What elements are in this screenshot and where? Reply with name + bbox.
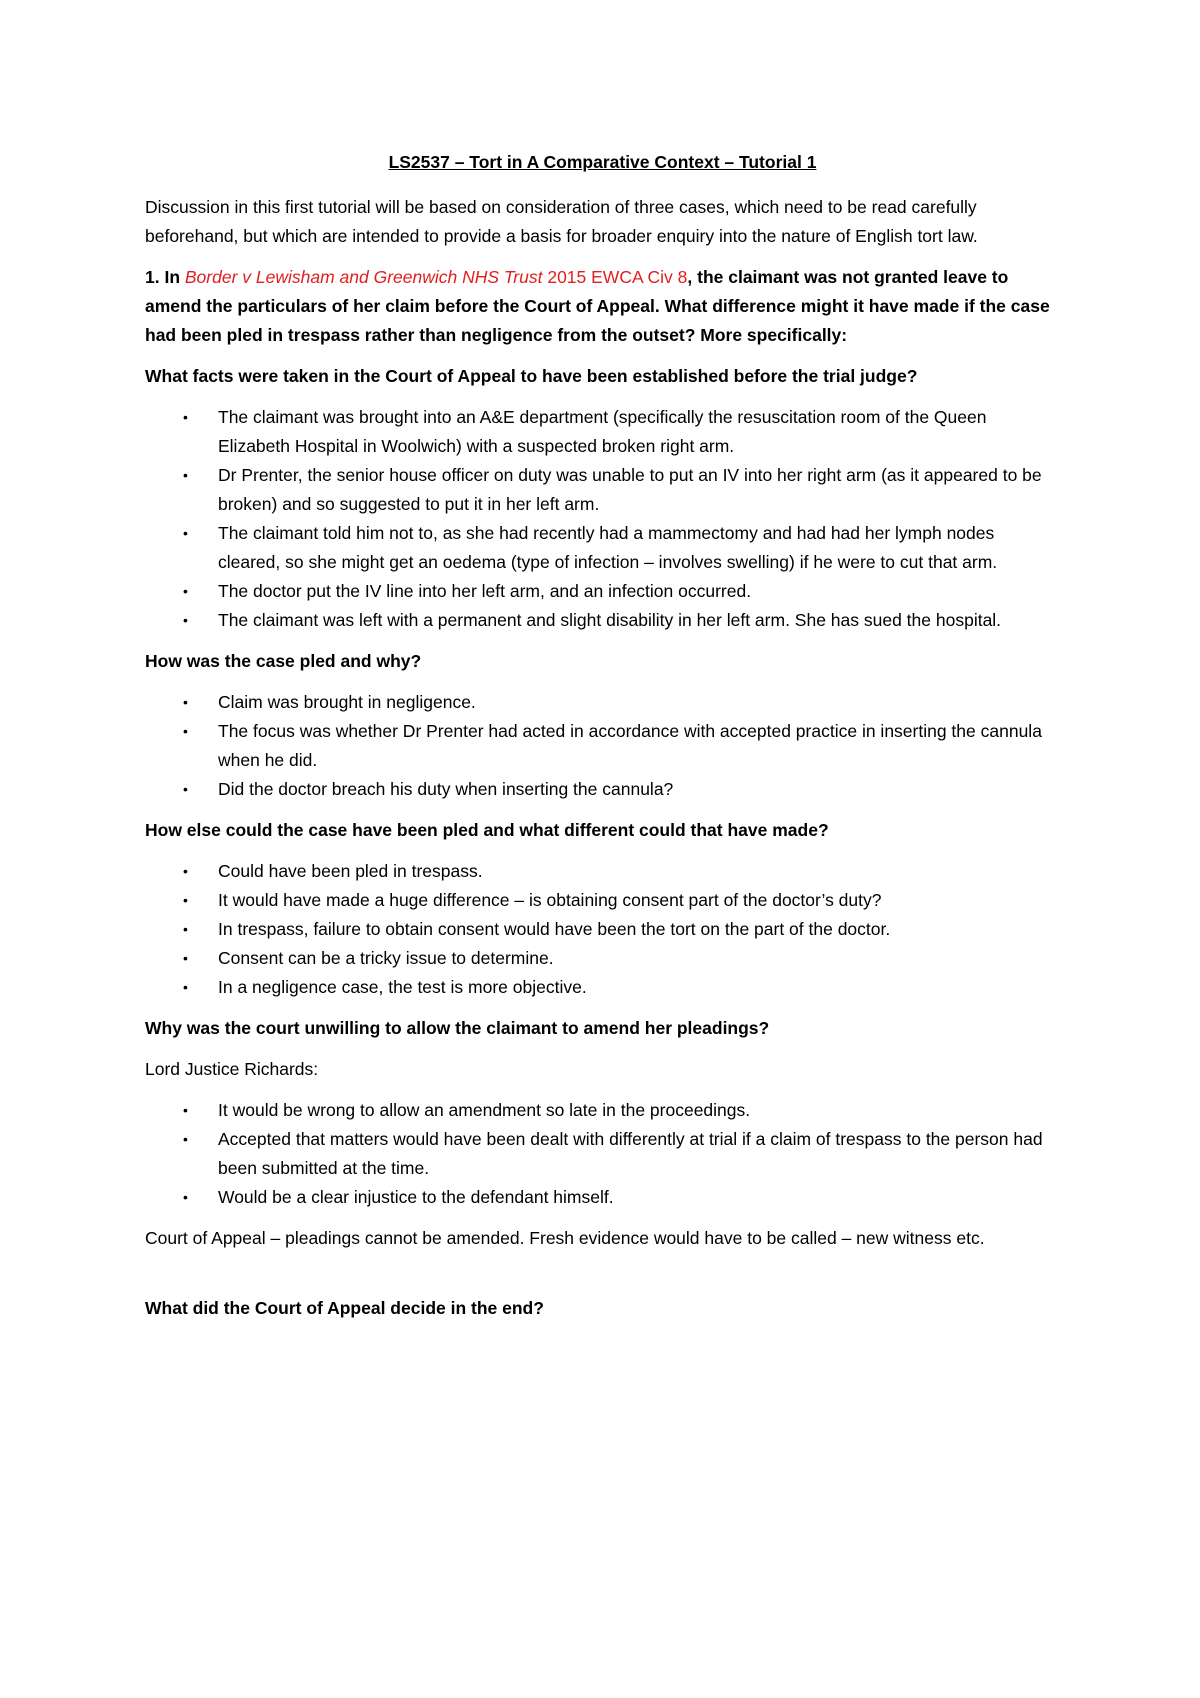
- list-item: • Consent can be a tricky issue to determine.: [145, 944, 1060, 973]
- bullet-icon: •: [183, 863, 188, 879]
- final-heading: What did the Court of Appeal decide in the end?: [145, 1298, 544, 1318]
- section-lead: Lord Justice Richards:: [145, 1059, 319, 1079]
- question-1-prefix: 1. In: [145, 267, 185, 287]
- case-citation: 2015 EWCA Civ 8: [542, 267, 688, 287]
- bullet-icon: •: [183, 1102, 188, 1118]
- court-of-appeal-note: Court of Appeal – pleadings cannot be amended. Fresh evidence would have to be called – new witness etc.: [145, 1228, 985, 1248]
- bullet-icon: •: [183, 583, 188, 599]
- case-name: Border v Lewisham and Greenwich NHS Trust: [184, 267, 543, 287]
- list-item: • Accepted that matters would have been dealt with differently at trial if a claim of trespass to the person had been submitted at the time.: [145, 1125, 1060, 1183]
- list-item: • In trespass, failure to obtain consent would have been the tort on the part of the doctor.: [145, 915, 1060, 944]
- list-item: • In a negligence case, the test is more objective.: [145, 973, 1060, 1002]
- bullet-icon: •: [183, 921, 188, 937]
- alternative-list: [145, 857, 1060, 1002]
- facts-list: [145, 403, 1060, 635]
- list-item: • Claim was brought in negligence.: [145, 688, 1060, 717]
- list-item: • The claimant was brought into an A&E department (specifically the resuscitation room of the Queen Elizabeth Hospital in Woolwich) with a suspected broken right arm.: [145, 403, 1060, 461]
- list-item: • The claimant was left with a permanent and slight disability in her left arm. She has sued the hospital.: [145, 606, 1060, 635]
- bullet-icon: •: [183, 1189, 188, 1205]
- bullet-icon: •: [183, 723, 188, 739]
- bullet-icon: •: [183, 525, 188, 541]
- blank-line: [145, 1265, 1060, 1294]
- list-item: • The focus was whether Dr Prenter had acted in accordance with accepted practice in inserting the cannula when he did.: [145, 717, 1060, 775]
- document-title: LS2537 – Tort in A Comparative Context – Tutorial 1: [388, 152, 817, 172]
- bullet-icon: •: [183, 950, 188, 966]
- bullet-icon: •: [183, 1131, 188, 1147]
- bullet-icon: •: [183, 892, 188, 908]
- bullet-icon: •: [183, 781, 188, 797]
- bullet-icon: •: [183, 467, 188, 483]
- intro-paragraph: Discussion in this first tutorial will be based on consideration of three cases, which need to be read carefully beforehand, but which are intended to provide a basis for broader enquiry into the nature of English tort law.: [145, 197, 978, 246]
- section-heading-alternative: How else could the case have been pled and what different could that have made?: [145, 820, 829, 840]
- list-item: • Could have been pled in trespass.: [145, 857, 1060, 886]
- how-pled-list: [145, 688, 1060, 804]
- bullet-icon: •: [183, 612, 188, 628]
- section-heading-facts: What facts were taken in the Court of Appeal to have been established before the trial judge?: [145, 366, 918, 386]
- bullet-icon: •: [183, 979, 188, 995]
- section-heading-amend: Why was the court unwilling to allow the claimant to amend her pleadings?: [145, 1018, 770, 1038]
- bullet-icon: •: [183, 694, 188, 710]
- section-heading-how-pled: How was the case pled and why?: [145, 651, 422, 671]
- list-item: • Dr Prenter, the senior house officer on duty was unable to put an IV into her right arm (as it appeared to be broken) and so suggested to put it in her left arm.: [145, 461, 1060, 519]
- bullet-icon: •: [183, 409, 188, 425]
- question-1-rest: , the claimant was not granted leave to amend the particulars of her claim before the Court of Appeal. What difference might it have made if the case had been pled in trespass rather than negligence from the outset? More specifically:: [145, 267, 1050, 345]
- question-1: [145, 263, 1060, 350]
- amend-list: [145, 1096, 1060, 1212]
- list-item: • Did the doctor breach his duty when inserting the cannula?: [145, 775, 1060, 804]
- list-item: • The doctor put the IV line into her left arm, and an infection occurred.: [145, 577, 1060, 606]
- list-item: • Would be a clear injustice to the defendant himself.: [145, 1183, 1060, 1212]
- list-item: • It would have made a huge difference – is obtaining consent part of the doctor’s duty?: [145, 886, 1060, 915]
- list-item: • The claimant told him not to, as she had recently had a mammectomy and had had her lymph nodes cleared, so she might get an oedema (type of infection – involves swelling) if he were to cut that arm.: [145, 519, 1060, 577]
- list-item: • It would be wrong to allow an amendment so late in the proceedings.: [145, 1096, 1060, 1125]
